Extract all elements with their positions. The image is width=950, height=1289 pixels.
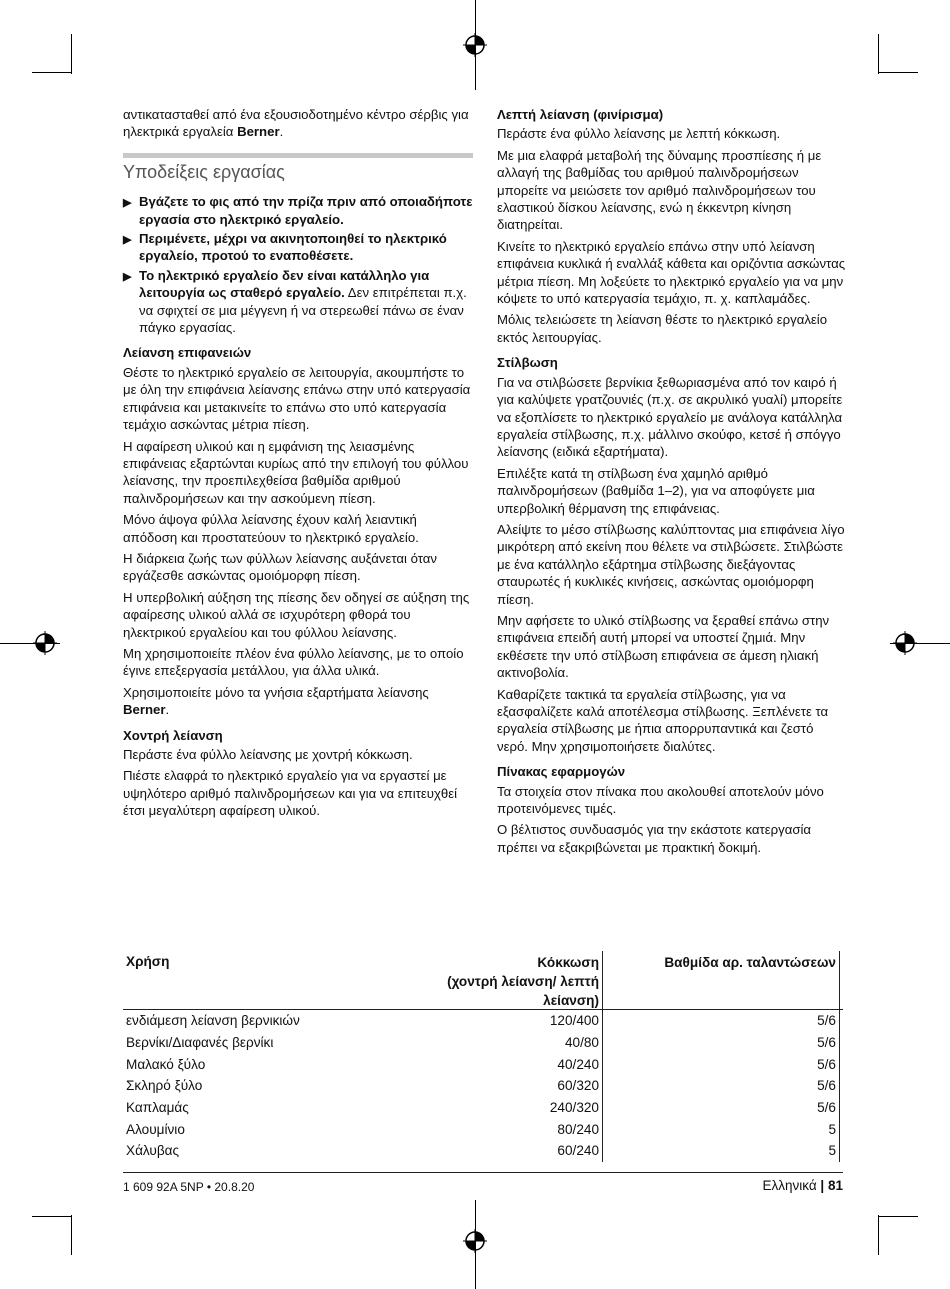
page-number-block — [763, 1178, 844, 1193]
warning-item: ▶ Το ηλεκτρικό εργαλείο δεν είναι κατάλληλο για λειτουργία ως σταθερό εργαλείο. Δεν επιτρέπεται π.χ. να σφιχτεί σε μια μέγγενη ή να στερεωθεί πάνω σε έναν πάγκο εργασίας. — [123, 267, 467, 336]
paragraph: Μη χρησιμοποιείτε πλέον ένα φύλλο λείανσης, με το οποίο έγινε επεξεργασία μετάλλου, για άλλα υλικά. — [123, 645, 464, 679]
crop-mark — [71, 34, 72, 74]
crop-mark — [878, 1216, 918, 1217]
intro-paragraph: αντικατασταθεί από ένα εξουσιοδοτημένο κέντρο σέρβις για ηλεκτρικά εργαλεία Berner. — [123, 107, 469, 140]
warning-item: ▶ Περιμένετε, μέχρι να ακινητοποιηθεί το ηλεκτρικό εργαλείο, προτού το εναποθέσετε. — [123, 231, 447, 264]
paragraph: Χρησιμοποιείτε μόνο τα γνήσια εξαρτήματα λείανσης Berner. — [123, 684, 429, 718]
document-code: 1 609 92A 5NP • 20.8.20 — [123, 1180, 255, 1194]
registration-mark-icon — [893, 631, 917, 655]
table-cell: 80/240 — [426, 1118, 603, 1140]
table-cell: 5 — [603, 1118, 840, 1140]
paragraph: Η υπερβολική αύξηση της πίεσης δεν οδηγεί σε αύξηση της αφαίρεσης υλικού αλλά σε ισχυρότερη φθορά του ηλεκτρικού εργαλείου και του φύλλου λείανσης. — [123, 589, 470, 640]
table-header-row — [123, 951, 843, 1010]
table-cell: Βερνίκι/Διαφανές βερνίκι — [126, 1035, 274, 1051]
crop-mark — [878, 1215, 879, 1255]
crop-mark — [878, 72, 918, 73]
triangle-bullet-icon: ▶ — [123, 197, 132, 210]
table-cell: Αλουμίνιο — [126, 1121, 185, 1137]
language-label: Ελληνικά — [762, 1178, 817, 1193]
paragraph: Ο βέλτιστος συνδυασμός για την εκάστοτε κατεργασία πρέπει να εξακριβώνεται με πρακτική δοκιμή. — [497, 822, 812, 855]
table-cell: Σκληρό ξύλο — [126, 1078, 203, 1094]
paragraph: Με μια ελαφρά μεταβολή της δύναμης προσπίεσης ή με αλλαγή της βαθμίδας του αριθμού παλινδρομήσεων μπορείτε να μειώσετε τον αριθμό παλινδρομήσεων του ελαστικού δίσκου λείανσης, ενώ η έκκεντρη κίνηση διατηρείται. — [497, 147, 822, 233]
table-row — [123, 1075, 843, 1097]
table-cell: 40/240 — [426, 1053, 603, 1075]
paragraph: Περάστε ένα φύλλο λείανσης με χοντρή κόκκωση. — [123, 747, 413, 762]
table-cell: 5/6 — [603, 1053, 840, 1075]
table-cell: 5/6 — [603, 1075, 840, 1097]
table-cell: Χάλυβας — [126, 1143, 180, 1159]
crop-mark — [32, 72, 72, 73]
table-cell: ενδιάμεση λείανση βερνικιών — [126, 1013, 300, 1029]
table-row — [123, 1032, 843, 1054]
triangle-bullet-icon: ▶ — [123, 270, 132, 283]
paragraph: Η διάρκεια ζωής των φύλλων λείανσης αυξάνεται όταν εργάζεσθε ασκώντας ομοιόμορφη πίεση. — [123, 550, 437, 584]
table-row — [123, 1010, 843, 1032]
paragraph: Θέστε το ηλεκτρικό εργαλείο σε λειτουργία, ακουμπήστε το με όλη την επιφάνεια λείανσης επάνω στην υπό κατεργασία επιφάνεια και μετακινείτε το επάνω στο υπό κατεργασία τεμάχιο ασκώντας μέτρια πίεση. — [123, 364, 471, 433]
application-table — [123, 951, 843, 1162]
crop-mark — [71, 1215, 72, 1255]
paragraph: Μόνο άψογα φύλλα λείανσης έχουν καλή λειαντική απόδοση και προστατεύουν το ηλεκτρικό εργαλείο. — [123, 512, 419, 545]
table-body — [123, 1010, 843, 1162]
table-cell: 5/6 — [603, 1097, 840, 1119]
table-row — [123, 1053, 843, 1075]
paragraph: Περάστε ένα φύλλο λείανσης με λεπτή κόκκωση. — [497, 126, 781, 142]
paragraph: Η αφαίρεση υλικού και η εμφάνιση της λειασμένης επιφάνειας εξαρτώνται κυρίως από την επιλογή του φύλλου λείανσης, την προεπιλεχθείσα βαθμίδα αριθμού παλινδρομήσεων και την ασκούμενη πίεση. — [123, 438, 469, 506]
paragraph: Καθαρίζετε τακτικά τα εργαλεία στίλβωσης, για να εξασφαλίζετε καλά αποτέλεσμα στίλβωσης. Ξεπλένετε τα εργαλεία στίλβωσης με ήπια απορρυπαντικά και ζεστό νερό. Μην χρησιμοποιήσετε διαλύτες. — [497, 686, 829, 754]
table-header-cell: Χρήση — [126, 954, 170, 969]
table-cell: 5/6 — [603, 1032, 840, 1054]
paragraph: Πιέστε ελαφρά το ηλεκτρικό εργαλείο για να εργαστεί με υψηλότερο αριθμό παλινδρομήσεων και για να επιτευχθεί έτσι μεγαλύτερη αφαίρεση υλικού. — [123, 768, 458, 819]
paragraph: Για να στιλβώσετε βερνίκια ξεθωριασμένα από τον καιρό ή για καλύψετε γρατζουνιές (π.χ. σε ακρυλικό γυαλί) μπορείτε να εξοπλίσετε το ηλεκτρικό εργαλείο με ανάλογα κατάλληλα εργαλεία στίλβωσης, π.χ. μάλλινο σκούφο, κετσέ ή σπόγγο λείανσης (ειδικά εξαρτήματα). — [497, 374, 843, 460]
table-cell: Μαλακό ξύλο — [126, 1056, 206, 1072]
table-header-cell: Κόκκωση (χοντρή λείανση/ λεπτή λείανση) — [426, 951, 603, 1009]
footer-rule — [123, 1172, 843, 1173]
paragraph: Κινείτε το ηλεκτρικό εργαλείο επάνω στην υπό λείανση επιφάνεια κυκλικά ή εναλλάξ κάθετα και οριζόντια ασκώντας μέτρια πίεση. Μη λοξεύετε το ηλεκτρικό εργαλείο για να μην κόψετε το υπό κατεργασία τεμάχιο, π. χ. καπλαμάδες. — [497, 238, 846, 307]
warning-item: ▶ Βγάζετε το φις από την πρίζα πριν από οποιαδήποτε εργασία στο ηλεκτρικό εργαλείο. — [123, 194, 473, 227]
registration-mark-icon — [463, 1229, 487, 1253]
paragraph: Επιλέξτε κατά τη στίλβωση ένα χαμηλό αριθμό παλινδρομήσεων (βαθμίδα 1–2), για να αποφύγετε μια υπερβολική θέρμανση της επιφάνειας. — [497, 465, 815, 516]
registration-mark-icon — [463, 33, 487, 57]
table-cell: 5 — [603, 1140, 840, 1162]
crop-mark — [32, 1216, 72, 1217]
table-cell: Καπλαμάς — [126, 1100, 189, 1116]
subheading: Λείανση επιφανειών — [123, 345, 252, 361]
subheading: Πίνακας εφαρμογών — [497, 764, 626, 780]
right-column — [497, 106, 847, 860]
paragraph: Μόλις τελειώσετε τη λείανση θέστε το ηλεκτρικό εργαλείο εκτός λειτουργίας. — [497, 312, 828, 345]
footer-separator: | — [820, 1178, 825, 1193]
table-cell: 40/80 — [426, 1032, 603, 1054]
subheading: Χοντρή λείανση — [123, 727, 223, 743]
section-title: Υποδείξεις εργασίας — [123, 153, 473, 193]
table-row — [123, 1140, 843, 1162]
subheading: Λεπτή λείανση (φινίρισμα) — [497, 107, 664, 122]
paragraph: Τα στοιχεία στον πίνακα που ακολουθεί αποτελούν μόνο προτεινόμενες τιμές. — [497, 783, 824, 817]
table-cell: 240/320 — [426, 1097, 603, 1119]
page-number: 81 — [827, 1178, 843, 1193]
table-row — [123, 1118, 843, 1140]
left-column — [123, 106, 473, 824]
table-header-cell: Βαθμίδα αρ. ταλαντώσεων — [603, 951, 840, 1009]
table-cell: 60/240 — [426, 1140, 603, 1162]
paragraph: Μην αφήσετε το υλικό στίλβωσης να ξεραθεί επάνω στην επιφάνεια επειδή αυτή μπορεί να υποστεί ζημιά. Μην εκθέσετε την υπό στίλβωση επιφάνεια σε άμεση ηλιακή ακτινοβολία. — [497, 612, 830, 681]
crop-mark — [878, 34, 879, 74]
subheading: Στίλβωση — [497, 355, 558, 371]
table-cell: 60/320 — [426, 1075, 603, 1097]
table-cell: 5/6 — [603, 1010, 840, 1032]
paragraph: Αλείψτε το μέσο στίλβωσης καλύπτοντας μια επιφάνεια λίγο μικρότερη από εκείνη που θέλετε να στιλβώσετε. Στιλβώστε με ένα κατάλληλο εξάρτημα στίλβωσης διεξάγοντας σταυρωτές ή κυκλικές κινήσεις, ασκώντας ομοιόμορφη πίεση. — [497, 521, 845, 607]
table-cell: 120/400 — [426, 1010, 603, 1032]
registration-mark-icon — [33, 631, 57, 655]
triangle-bullet-icon: ▶ — [123, 234, 132, 247]
table-row — [123, 1097, 843, 1119]
